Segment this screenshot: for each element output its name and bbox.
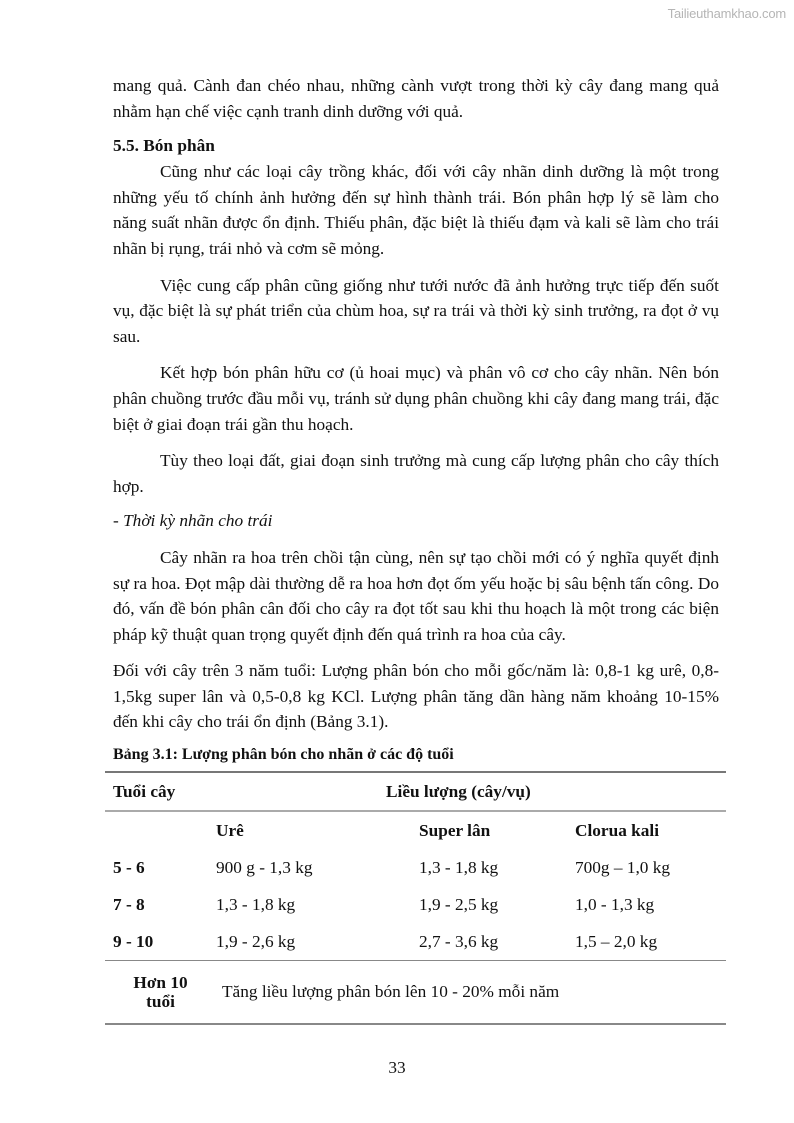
cell-ure: 1,9 - 2,6 kg <box>216 931 296 951</box>
table-row <box>105 849 726 886</box>
cell-clorua-kali: 700g – 1,0 kg <box>575 857 671 877</box>
paragraph-5: Cây nhãn ra hoa trên chồi tận cùng, nên sự tạo chồi mới có ý nghĩa quyết định sự ra hoa. Đọt mập dài thường dễ ra hoa hơn đọt ốm yếu hoặc bị sâu bệnh tấn công. Do đó, vấn đề bón phân cân đối cho cây ra đọt tốt sau khi thu hoạch là một trong các biện pháp kỹ thuật quan trọng quyết định đến quá trình ra hoa của cây. <box>113 547 719 644</box>
header-age: Tuổi cây <box>105 772 216 811</box>
table-row-over-10 <box>105 961 726 1025</box>
cell-super-lan: 2,7 - 3,6 kg <box>419 931 499 951</box>
table-caption: Bảng 3.1: Lượng phân bón cho nhãn ở các độ tuổi <box>113 746 454 764</box>
subheading: - Thời kỳ nhãn cho trái <box>113 511 273 531</box>
table-row <box>105 886 726 923</box>
column-super-lan: Super lân <box>419 811 575 849</box>
cell-ure: 900 g - 1,3 kg <box>216 857 313 877</box>
age-line-1: Hơn 10 <box>133 973 188 992</box>
header-dose: Liều lượng (cây/vụ) <box>216 772 726 811</box>
table-subheader-row <box>105 811 726 849</box>
section-heading: 5.5. Bón phân <box>113 136 215 156</box>
fertilizer-table <box>105 771 726 1025</box>
row-age: 5 - 6 <box>113 857 145 877</box>
cell-over-10-note: Tăng liều lượng phân bón lên 10 - 20% mỗi năm <box>216 961 726 1025</box>
paragraph-1: Cũng như các loại cây trồng khác, đối với cây nhãn dinh dưỡng là một trong những yếu tố chính ảnh hưởng đến sự hình thành trái. Bón phân hợp lý sẽ làm cho năng suất nhãn được ổn định. Thiếu phân, đặc biệt là thiếu đạm và kali sẽ làm cho trái nhãn bị rụng, trái nhỏ và cơm sẽ mỏng. <box>113 162 719 258</box>
cell-ure: 1,3 - 1,8 kg <box>216 894 296 914</box>
subheader-empty <box>105 811 216 849</box>
page-number: 33 <box>388 1058 406 1077</box>
cell-super-lan: 1,9 - 2,5 kg <box>419 894 499 914</box>
table-header-row <box>105 772 726 811</box>
row-age: 9 - 10 <box>113 931 154 951</box>
paragraph-6: Đối với cây trên 3 năm tuổi: Lượng phân bón cho mỗi gốc/năm là: 0,8-1 kg urê, 0,8-1,5kg super lân và 0,5-0,8 kg KCl. Lượng phân tăng dần hàng năm khoảng 10-15% đến khi cây cho trái ổn định (Bảng 3.1). <box>113 661 719 732</box>
page-body <box>113 73 719 766</box>
paragraph-2: Việc cung cấp phân cũng giống như tưới nước đã ảnh hưởng trực tiếp đến suốt vụ, đặc biệt là sự phát triển của chùm hoa, sự ra trái và thời kỳ sinh trưởng, ra đọt ở vụ sau. <box>113 275 719 346</box>
cell-super-lan: 1,3 - 1,8 kg <box>419 857 499 877</box>
cell-clorua-kali: 1,5 – 2,0 kg <box>575 931 658 951</box>
column-ure: Urê <box>216 811 419 849</box>
table-row <box>105 923 726 961</box>
paragraph-4: Tùy theo loại đất, giai đoạn sinh trưởng mà cung cấp lượng phân cho cây thích hợp. <box>113 451 719 496</box>
age-line-2: tuổi <box>146 992 175 1011</box>
paragraph-continued: mang quả. Cành đan chéo nhau, những cành vượt trong thời kỳ cây đang mang quả nhằm hạn chế việc cạnh tranh dinh dưỡng với quả. <box>113 76 719 121</box>
watermark: Tailieuthamkhao.com <box>667 6 786 21</box>
row-age-over-10 <box>105 961 216 1025</box>
paragraph-3: Kết hợp bón phân hữu cơ (ủ hoai mục) và phân vô cơ cho cây nhãn. Nên bón phân chuồng trước đầu mỗi vụ, tránh sử dụng phân chuồng khi cây đang mang trái, đặc biệt ở giai đoạn trái gần thu hoạch. <box>113 363 719 434</box>
row-age: 7 - 8 <box>113 894 145 914</box>
cell-clorua-kali: 1,0 - 1,3 kg <box>575 894 655 914</box>
column-clorua-kali: Clorua kali <box>575 811 726 849</box>
